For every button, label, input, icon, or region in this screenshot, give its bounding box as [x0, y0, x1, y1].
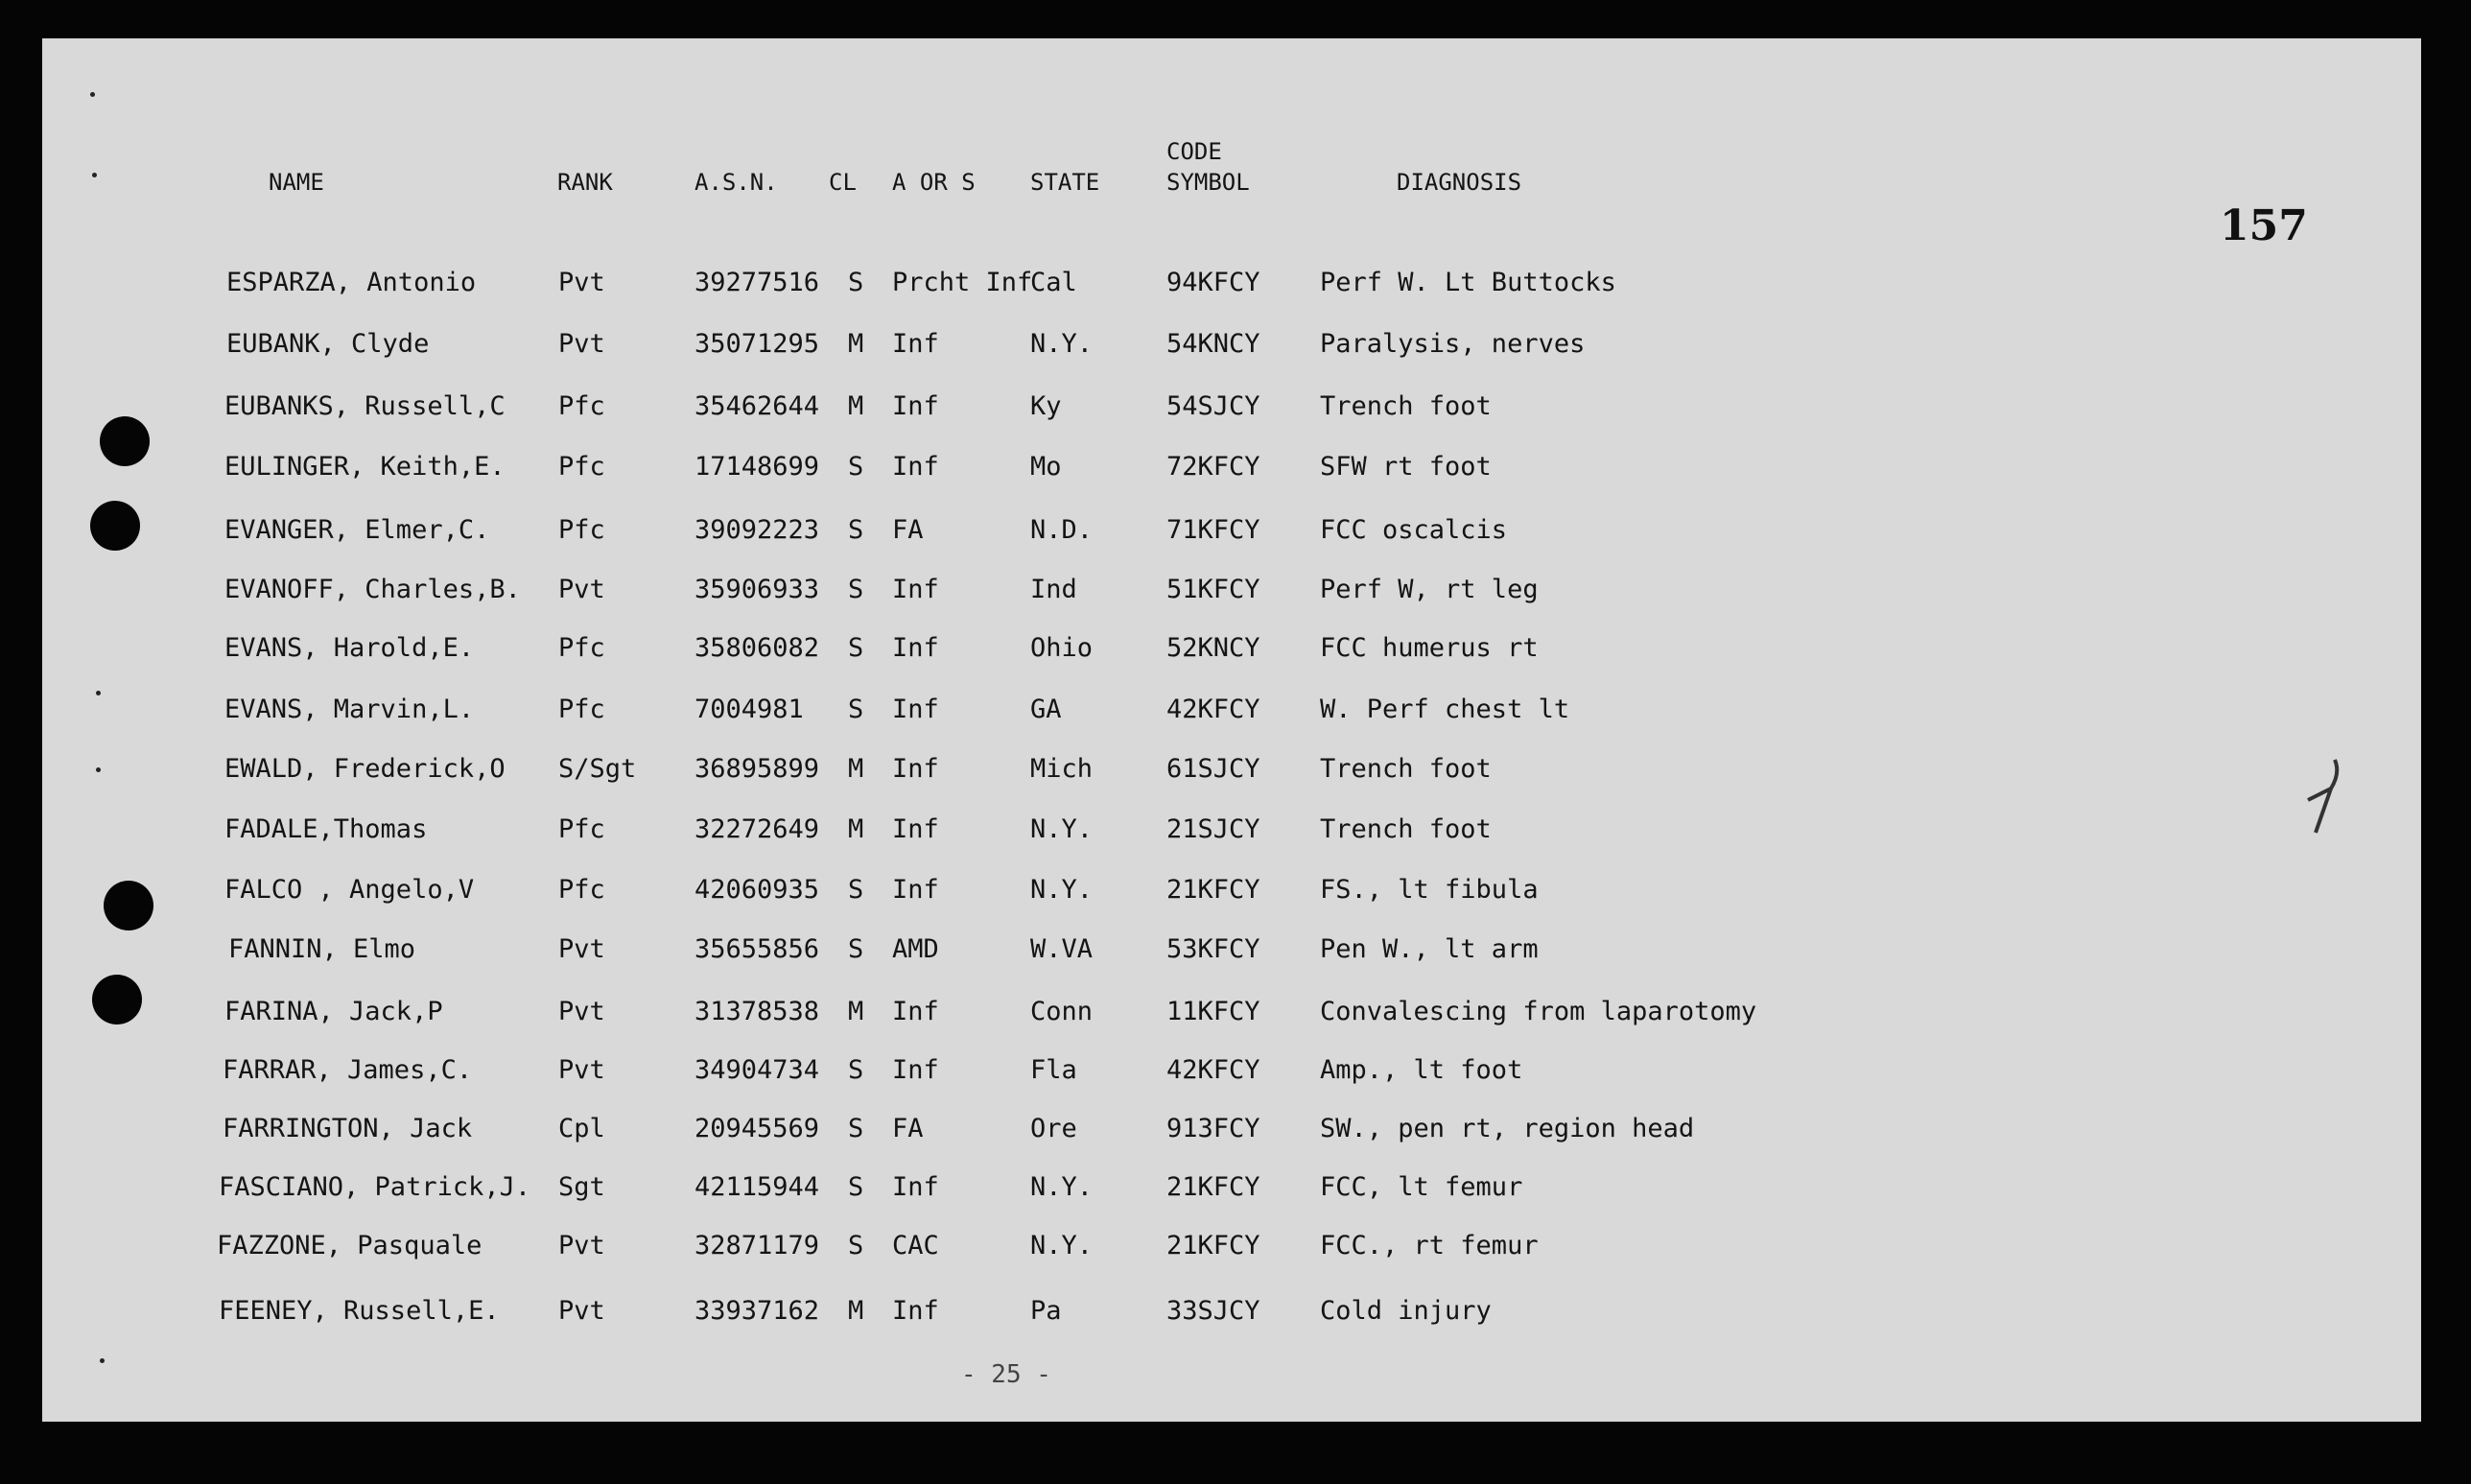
cell-class: S	[848, 575, 864, 604]
speck-dot	[96, 691, 101, 695]
cell-asn: 39277516	[694, 268, 820, 297]
cell-rank: Pvt	[558, 268, 605, 297]
cell-asn: 17148699	[694, 452, 820, 482]
cell-name: EVANS, Harold,E.	[224, 633, 475, 663]
cell-diagnosis: Pen W., lt arm	[1320, 934, 1539, 964]
cell-rank: S/Sgt	[558, 754, 637, 784]
cell-a-or-s: FA	[892, 515, 924, 545]
cell-state: Ind	[1030, 575, 1077, 604]
cell-class: S	[848, 633, 864, 663]
cell-rank: Pfc	[558, 695, 605, 724]
cell-code-symbol: 11KFCY	[1166, 997, 1260, 1026]
cell-a-or-s: Inf	[892, 452, 939, 482]
cell-code-symbol: 61SJCY	[1166, 754, 1260, 784]
cell-diagnosis: SFW rt foot	[1320, 452, 1492, 482]
cell-name: FASCIANO, Patrick,J.	[219, 1172, 531, 1202]
cell-code-symbol: 21KFCY	[1166, 1172, 1260, 1202]
cell-class: M	[848, 814, 864, 844]
cell-code-symbol: 42KFCY	[1166, 1055, 1260, 1085]
cell-rank: Pvt	[558, 997, 605, 1026]
cell-class: S	[848, 1055, 864, 1085]
speck-dot	[92, 173, 97, 177]
cell-name: EVANOFF, Charles,B.	[224, 575, 521, 604]
cell-code-symbol: 54SJCY	[1166, 391, 1260, 421]
cell-name: EUBANK, Clyde	[226, 329, 430, 359]
cell-state: Ore	[1030, 1114, 1077, 1143]
cell-code-symbol: 51KFCY	[1166, 575, 1260, 604]
cell-rank: Pfc	[558, 875, 605, 905]
cell-code-symbol: 53KFCY	[1166, 934, 1260, 964]
cell-diagnosis: W. Perf chest lt	[1320, 695, 1570, 724]
cell-code-symbol: 21SJCY	[1166, 814, 1260, 844]
cell-class: S	[848, 268, 864, 297]
cell-name: FARRINGTON, Jack	[223, 1114, 473, 1143]
cell-state: Conn	[1030, 997, 1094, 1026]
cell-code-symbol: 94KFCY	[1166, 268, 1260, 297]
cell-asn: 36895899	[694, 754, 820, 784]
cell-code-symbol: 71KFCY	[1166, 515, 1260, 545]
cell-asn: 35462644	[694, 391, 820, 421]
punch-hole	[100, 416, 150, 466]
cell-diagnosis: Perf W. Lt Buttocks	[1320, 268, 1616, 297]
cell-asn: 42060935	[694, 875, 820, 905]
cell-class: S	[848, 515, 864, 545]
cell-name: FARINA, Jack,P	[224, 997, 443, 1026]
cell-class: M	[848, 754, 864, 784]
cell-a-or-s: Inf	[892, 633, 939, 663]
cell-diagnosis: Perf W, rt leg	[1320, 575, 1539, 604]
cell-code-symbol: 33SJCY	[1166, 1296, 1260, 1326]
cell-name: FANNIN, Elmo	[228, 934, 416, 964]
cell-a-or-s: Inf	[892, 1172, 939, 1202]
cell-name: EULINGER, Keith,E.	[224, 452, 506, 482]
cell-name: FEENEY, Russell,E.	[219, 1296, 500, 1326]
cell-asn: 35806082	[694, 633, 820, 663]
cell-state: N.Y.	[1030, 814, 1094, 844]
col-header-state: STATE	[1030, 169, 1100, 196]
page-number: 157	[2220, 201, 2308, 250]
cell-a-or-s: Inf	[892, 814, 939, 844]
cell-class: S	[848, 875, 864, 905]
cell-state: Mo	[1030, 452, 1062, 482]
cell-a-or-s: AMD	[892, 934, 939, 964]
cell-name: ESPARZA, Antonio	[226, 268, 477, 297]
cell-asn: 39092223	[694, 515, 820, 545]
cell-asn: 33937162	[694, 1296, 820, 1326]
cell-diagnosis: FS., lt fibula	[1320, 875, 1539, 905]
cell-a-or-s: Inf	[892, 1055, 939, 1085]
cell-rank: Pfc	[558, 452, 605, 482]
cell-rank: Pvt	[558, 329, 605, 359]
col-header-symbol: SYMBOL	[1166, 169, 1250, 196]
cell-code-symbol: 72KFCY	[1166, 452, 1260, 482]
cell-rank: Pfc	[558, 633, 605, 663]
punch-hole	[90, 501, 140, 551]
cell-a-or-s: Inf	[892, 329, 939, 359]
cell-name: EVANGER, Elmer,C.	[224, 515, 490, 545]
cell-class: S	[848, 452, 864, 482]
cell-a-or-s: Inf	[892, 1296, 939, 1326]
cell-diagnosis: Cold injury	[1320, 1296, 1492, 1326]
cell-class: M	[848, 391, 864, 421]
cell-asn: 35655856	[694, 934, 820, 964]
cell-state: Mich	[1030, 754, 1094, 784]
cell-diagnosis: Amp., lt foot	[1320, 1055, 1523, 1085]
cell-asn: 32871179	[694, 1231, 820, 1260]
cell-asn: 34904734	[694, 1055, 820, 1085]
cell-diagnosis: Trench foot	[1320, 391, 1492, 421]
cell-state: Cal	[1030, 268, 1077, 297]
cell-state: N.Y.	[1030, 329, 1094, 359]
cell-asn: 35071295	[694, 329, 820, 359]
cell-a-or-s: Inf	[892, 875, 939, 905]
col-header-a-or-s: A OR S	[892, 169, 976, 196]
cell-class: M	[848, 997, 864, 1026]
cell-name: FADALE,Thomas	[224, 814, 428, 844]
cell-code-symbol: 21KFCY	[1166, 1231, 1260, 1260]
cell-rank: Sgt	[558, 1172, 605, 1202]
cell-asn: 7004981	[694, 695, 804, 724]
record-card	[42, 38, 2421, 1422]
cell-code-symbol: 54KNCY	[1166, 329, 1260, 359]
cell-a-or-s: FA	[892, 1114, 924, 1143]
cell-code-symbol: 21KFCY	[1166, 875, 1260, 905]
col-header-rank: RANK	[557, 169, 613, 196]
cell-class: S	[848, 1172, 864, 1202]
cell-name: FALCO , Angelo,V	[224, 875, 475, 905]
cell-state: Ohio	[1030, 633, 1094, 663]
col-header-code: CODE	[1166, 138, 1222, 165]
col-header-cl: CL	[829, 169, 857, 196]
cell-diagnosis: Paralysis, nerves	[1320, 329, 1586, 359]
speck-dot	[96, 767, 101, 772]
cell-a-or-s: Prcht Inf	[892, 268, 1033, 297]
cell-rank: Cpl	[558, 1114, 605, 1143]
cell-rank: Pvt	[558, 934, 605, 964]
cell-a-or-s: Inf	[892, 754, 939, 784]
cell-rank: Pfc	[558, 814, 605, 844]
cell-a-or-s: Inf	[892, 575, 939, 604]
cell-name: FAZZONE, Pasquale	[217, 1231, 482, 1260]
cell-rank: Pvt	[558, 1055, 605, 1085]
cell-code-symbol: 42KFCY	[1166, 695, 1260, 724]
col-header-diagnosis: DIAGNOSIS	[1397, 169, 1522, 196]
cell-rank: Pvt	[558, 1296, 605, 1326]
cell-class: M	[848, 1296, 864, 1326]
cell-class: S	[848, 695, 864, 724]
cell-state: N.Y.	[1030, 1231, 1094, 1260]
cell-state: Ky	[1030, 391, 1062, 421]
cell-state: Pa	[1030, 1296, 1062, 1326]
cell-diagnosis: FCC humerus rt	[1320, 633, 1539, 663]
cell-state: N.Y.	[1030, 1172, 1094, 1202]
cell-a-or-s: CAC	[892, 1231, 939, 1260]
cell-a-or-s: Inf	[892, 391, 939, 421]
page-footer: - 25 -	[961, 1360, 1051, 1389]
cell-code-symbol: 913FCY	[1166, 1114, 1260, 1143]
cell-state: W.VA	[1030, 934, 1094, 964]
cell-state: GA	[1030, 695, 1062, 724]
cell-diagnosis: FCC, lt femur	[1320, 1172, 1523, 1202]
punch-hole	[104, 881, 153, 930]
cell-state: Fla	[1030, 1055, 1077, 1085]
cell-rank: Pfc	[558, 391, 605, 421]
cell-asn: 42115944	[694, 1172, 820, 1202]
cell-name: EWALD, Frederick,O	[224, 754, 506, 784]
cell-class: M	[848, 329, 864, 359]
cell-class: S	[848, 1231, 864, 1260]
cell-name: EUBANKS, Russell,C	[224, 391, 506, 421]
cell-diagnosis: FCC., rt femur	[1320, 1231, 1539, 1260]
cell-name: EVANS, Marvin,L.	[224, 695, 475, 724]
cell-a-or-s: Inf	[892, 997, 939, 1026]
cell-rank: Pvt	[558, 1231, 605, 1260]
col-header-asn: A.S.N.	[694, 169, 778, 196]
cell-asn: 35906933	[694, 575, 820, 604]
cell-diagnosis: Trench foot	[1320, 754, 1492, 784]
cell-diagnosis: Trench foot	[1320, 814, 1492, 844]
punch-hole	[92, 975, 142, 1025]
cell-name: FARRAR, James,C.	[223, 1055, 473, 1085]
cell-diagnosis: SW., pen rt, region head	[1320, 1114, 1695, 1143]
pencil-mark-icon	[2302, 741, 2356, 836]
cell-rank: Pvt	[558, 575, 605, 604]
col-header-name: NAME	[269, 169, 324, 196]
cell-class: S	[848, 1114, 864, 1143]
cell-a-or-s: Inf	[892, 695, 939, 724]
speck-dot	[100, 1358, 105, 1363]
cell-state: N.Y.	[1030, 875, 1094, 905]
cell-diagnosis: Convalescing from laparotomy	[1320, 997, 1757, 1026]
cell-asn: 31378538	[694, 997, 820, 1026]
speck-dot	[90, 92, 95, 97]
cell-asn: 32272649	[694, 814, 820, 844]
cell-code-symbol: 52KNCY	[1166, 633, 1260, 663]
cell-asn: 20945569	[694, 1114, 820, 1143]
cell-diagnosis: FCC oscalcis	[1320, 515, 1508, 545]
cell-class: S	[848, 934, 864, 964]
cell-rank: Pfc	[558, 515, 605, 545]
cell-state: N.D.	[1030, 515, 1094, 545]
